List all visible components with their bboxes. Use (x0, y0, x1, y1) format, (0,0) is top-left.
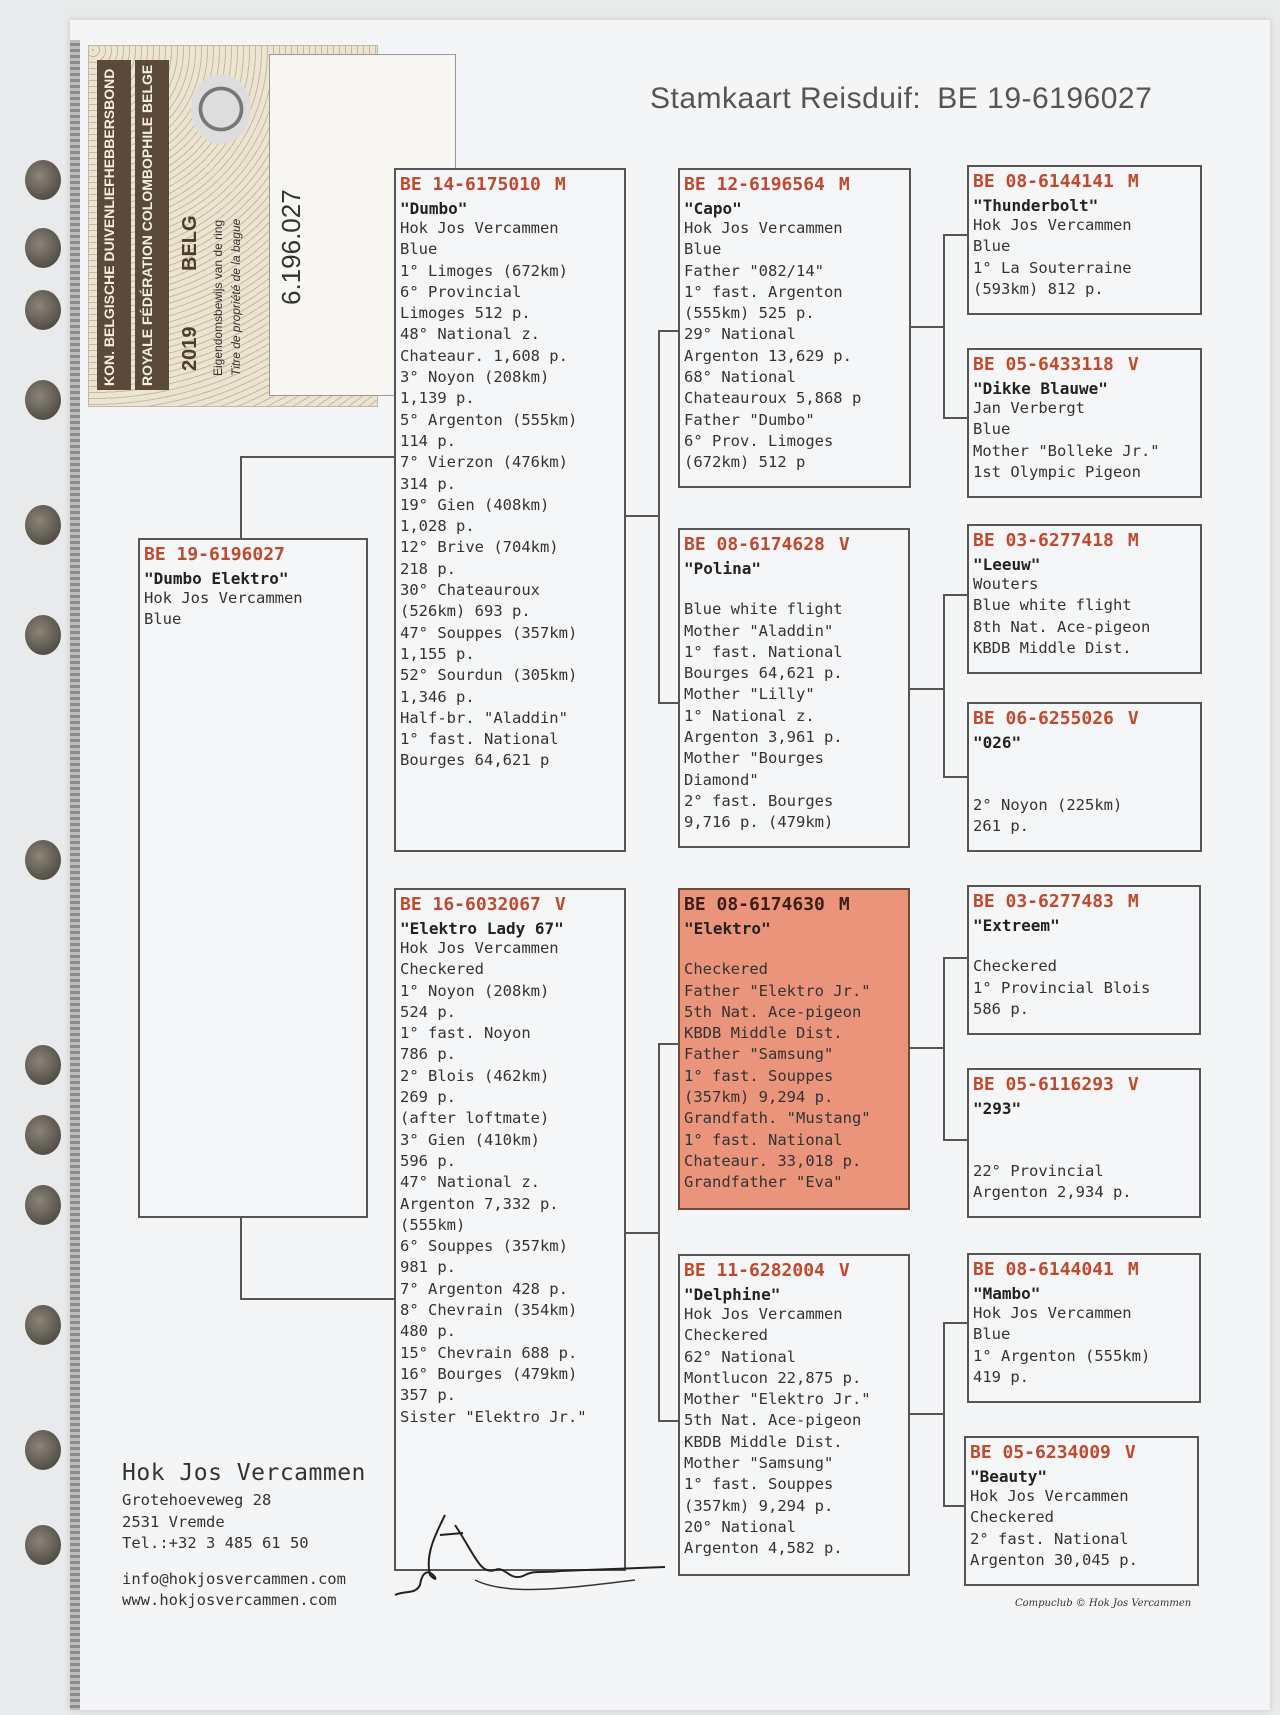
ring-number: BE 08-6144041 M (973, 1259, 1139, 1280)
pigeon-card-father (394, 168, 626, 852)
ring-number: BE 11-6282004 V (684, 1260, 850, 1281)
pigeon-card-mf-highlighted (678, 888, 910, 1210)
pigeon-card-fff (967, 165, 1202, 315)
binder-hole (25, 1430, 61, 1470)
binder-hole (25, 615, 61, 655)
pigeon-card-fm (678, 528, 910, 848)
pigeon-details: Hok Jos Vercammen Checkered 62° National Montlucon 22,875 p. Mother "Elektro Jr." 5th Nat. Ace-pigeon KBDB Middle Dist. Mother "Samsung" 1° fast. Souppes (357km) 9,294 p. 20° National Argenton 4,582 p. (684, 1305, 871, 1558)
pigeon-details: Wouters Blue white flight 8th Nat. Ace-pigeon KBDB Middle Dist. (973, 575, 1151, 657)
pigeon-details: Hok Jos Vercammen Blue (144, 589, 303, 629)
pigeon-name: "293" (973, 1099, 1022, 1118)
title-ring-number: BE 19-6196027 (937, 82, 1153, 115)
tree-line (910, 688, 944, 690)
pigeon-name: "Capo" (684, 199, 742, 218)
label-caption-nl: Eigendomsbewijs van de ring (211, 219, 225, 376)
pigeon-name: "Elektro" (684, 919, 771, 938)
pigeon-card-fmm (967, 702, 1202, 852)
pigeon-card-subject (138, 538, 368, 1218)
website-link[interactable]: www.hokjosvercammen.com (122, 1591, 337, 1609)
pigeon-details: Hok Jos Vercammen Checkered 1° Noyon (208km) 524 p. 1° fast. Noyon 786 p. 2° Blois (462km) 269 p. (after loftmate) 3° Gien (410km) 596 p. 47° National z. Argenton 7,332 p. (555km) 6° Souppes (357km) 981 p. 7° Argenton 428 p. 8° Chevrain (354km) 480 p. 15° Chevrain 688 p. 16° Bourges (479km) 357 p. Sister "Elektro Jr." (400, 939, 587, 1426)
page-title (650, 82, 1152, 116)
pigeon-details: Hok Jos Vercammen Blue 1° La Souterraine (593km) 812 p. (973, 216, 1132, 298)
pigeon-card-mmm (964, 1436, 1199, 1586)
ring-number: BE 08-6144141 M (973, 171, 1139, 192)
phone: Tel.:+32 3 485 61 50 (122, 1534, 309, 1552)
label-year: 2019 (179, 326, 201, 371)
binder-hole (25, 160, 61, 200)
tree-line (658, 1420, 678, 1422)
tree-line (658, 1043, 660, 1422)
pigeon-details: 2° Noyon (225km) 261 p. (973, 795, 1123, 835)
tree-line (943, 234, 945, 418)
tree-line (658, 1043, 678, 1045)
label-caption-fr: Titre de propriété de la bague (229, 218, 243, 376)
ring-number: BE 16-6032067 V (400, 894, 566, 915)
tree-line (943, 1322, 945, 1506)
ring-number: BE 03-6277483 M (973, 891, 1139, 912)
pigeon-name: "Mambo" (973, 1284, 1041, 1303)
pigeon-name: "Polina" (684, 559, 762, 578)
pigeon-details: Blue white flight Mother "Aladdin" 1° fast. National Bourges 64,621 p. Mother "Lilly" 1° National z. Argenton 3,961 p. Mother "Bourges Diamond" 2° fast. Bourges 9,716 p. (479km) (684, 600, 843, 832)
ring-number: BE 06-6255026 V (973, 708, 1139, 729)
ring-number: BE 03-6277418 M (973, 530, 1139, 551)
tree-line (240, 1217, 242, 1299)
label-org-fr: ROYALE FÉDÉRATION COLOMBOPHILE BELGE (139, 64, 155, 386)
pigeon-card-fmf (967, 524, 1202, 674)
pigeon-details: Jan Verbergt Blue Mother "Bolleke Jr." 1st Olympic Pigeon (973, 399, 1160, 481)
tree-line (943, 594, 967, 596)
tree-line (943, 417, 967, 419)
pigeon-name: "Leeuw" (973, 555, 1041, 574)
tree-line (943, 1322, 967, 1324)
pigeon-name: "Dikke Blauwe" (973, 379, 1108, 398)
label-org-nl: KON. BELGISCHE DUIVENLIEFHEBBERSBOND (101, 68, 117, 386)
tree-line (943, 1139, 967, 1141)
tree-line (910, 1413, 944, 1415)
pigeon-name: "Delphine" (684, 1285, 781, 1304)
ring-ownership-label (88, 45, 378, 407)
binder-hole (25, 1525, 61, 1565)
pigeon-details: Hok Jos Vercammen Checkered 2° fast. National Argenton 30,045 p. (970, 1487, 1138, 1569)
pigeon-name: "Extreem" (973, 916, 1060, 935)
tree-line (943, 957, 967, 959)
tree-line (625, 1232, 659, 1234)
address-line: Grotehoeveweg 28 (122, 1491, 272, 1509)
breeder-contact (122, 1460, 366, 1612)
tree-line (240, 1298, 395, 1300)
pigeon-details: 22° Provincial Argenton 2,934 p. (973, 1161, 1132, 1201)
pigeon-name: "Thunderbolt" (973, 196, 1099, 215)
ring-number: BE 08-6174628 V (684, 534, 850, 555)
pigeon-card-ff (678, 168, 911, 488)
binder-hole (25, 1045, 61, 1085)
tree-line (240, 456, 242, 538)
pigeon-name: "Dumbo" (400, 199, 468, 218)
binder-hole (25, 1305, 61, 1345)
tree-line (910, 326, 944, 328)
pigeon-card-mmf (967, 1253, 1201, 1403)
binder-spine (70, 40, 80, 1710)
tree-line (658, 330, 678, 332)
pigeon-name: "026" (973, 733, 1022, 752)
tree-line (910, 1047, 944, 1049)
pigeon-name: "Elektro Lady 67" (400, 919, 564, 938)
tree-line (943, 594, 945, 777)
pigeon-name: "Beauty" (970, 1467, 1048, 1486)
ring-number: BE 19-6196027 (144, 544, 285, 565)
globe-pigeon-emblem-icon (191, 74, 251, 144)
ring-number: BE 14-6175010 M (400, 174, 566, 195)
tree-line (658, 330, 660, 702)
pigeon-card-mfm (967, 1068, 1201, 1218)
pigeon-card-mff (967, 885, 1201, 1035)
ring-number: BE 08-6174630 M (684, 894, 850, 915)
tree-line (943, 234, 967, 236)
ring-number: BE 05-6234009 V (970, 1442, 1136, 1463)
pigeon-details: Checkered Father "Elektro Jr." 5th Nat. Ace-pigeon KBDB Middle Dist. Father "Samsung" 1° fast. Souppes (357km) 9,294 p. Grandfath. "Mustang" 1° fast. National Chateaur. 33,018 p. Grandfather "Eva" (684, 960, 871, 1192)
tree-line (943, 957, 945, 1140)
pigeon-card-mother (394, 888, 626, 1571)
address-line: 2531 Vremde (122, 1512, 225, 1531)
binder-hole (25, 290, 61, 330)
pigeon-card-mm (678, 1254, 910, 1576)
tree-line (943, 776, 967, 778)
binder-hole (25, 380, 61, 420)
handwritten-signature (385, 1495, 685, 1605)
binder-hole (25, 505, 61, 545)
ring-number: BE 05-6433118 V (973, 354, 1139, 375)
email-link[interactable]: info@hokjosvercammen.com (122, 1569, 346, 1588)
pigeon-details: Checkered 1° Provincial Blois 586 p. (973, 957, 1151, 1018)
title-prefix: Stamkaart Reisduif: (650, 82, 922, 115)
label-ring-number: 6.196.027 (276, 189, 306, 305)
pigeon-details: Hok Jos Vercammen Blue 1° Limoges (672km) 6° Provincial Limoges 512 p. 48° National z. Chateaur. 1,608 p. 3° Noyon (208km) 1,139 p. 5° Argenton (555km) 114 p. 7° Vierzon (476km) 314 p. 19° Gien (408km) 1,028 p. 12° Brive (704km) 218 p. 30° Chateauroux (526km) 693 p. 47° Souppes (357km) 1,155 p. 52° Sourdun (305km) 1,346 p. Half-br. "Aladdin" 1° fast. National Bourges 64,621 p (400, 219, 578, 770)
binder-hole (25, 228, 61, 268)
tree-line (240, 456, 395, 458)
pigeon-details: Hok Jos Vercammen Blue Father "082/14" 1° fast. Argenton (555km) 525 p. 29° National Argenton 13,629 p. 68° National Chateauroux 5,868 p Father "Dumbo" 6° Prov. Limoges (672km) 512 p (684, 219, 862, 472)
breeder-name: Hok Jos Vercammen (122, 1460, 366, 1486)
pigeon-details: Hok Jos Vercammen Blue 1° Argenton (555km) 419 p. (973, 1304, 1151, 1386)
software-credit: Compuclub © Hok Jos Vercammen (1015, 1598, 1192, 1609)
ring-number: BE 05-6116293 V (973, 1074, 1139, 1095)
label-country: BELG (179, 215, 201, 271)
pigeon-card-ffm (967, 348, 1202, 498)
binder-hole (25, 1115, 61, 1155)
binder-hole (25, 1185, 61, 1225)
tree-line (625, 515, 659, 517)
pigeon-name: "Dumbo Elektro" (144, 569, 289, 588)
ring-number: BE 12-6196564 M (684, 174, 850, 195)
tree-line (658, 702, 678, 704)
binder-hole (25, 840, 61, 880)
